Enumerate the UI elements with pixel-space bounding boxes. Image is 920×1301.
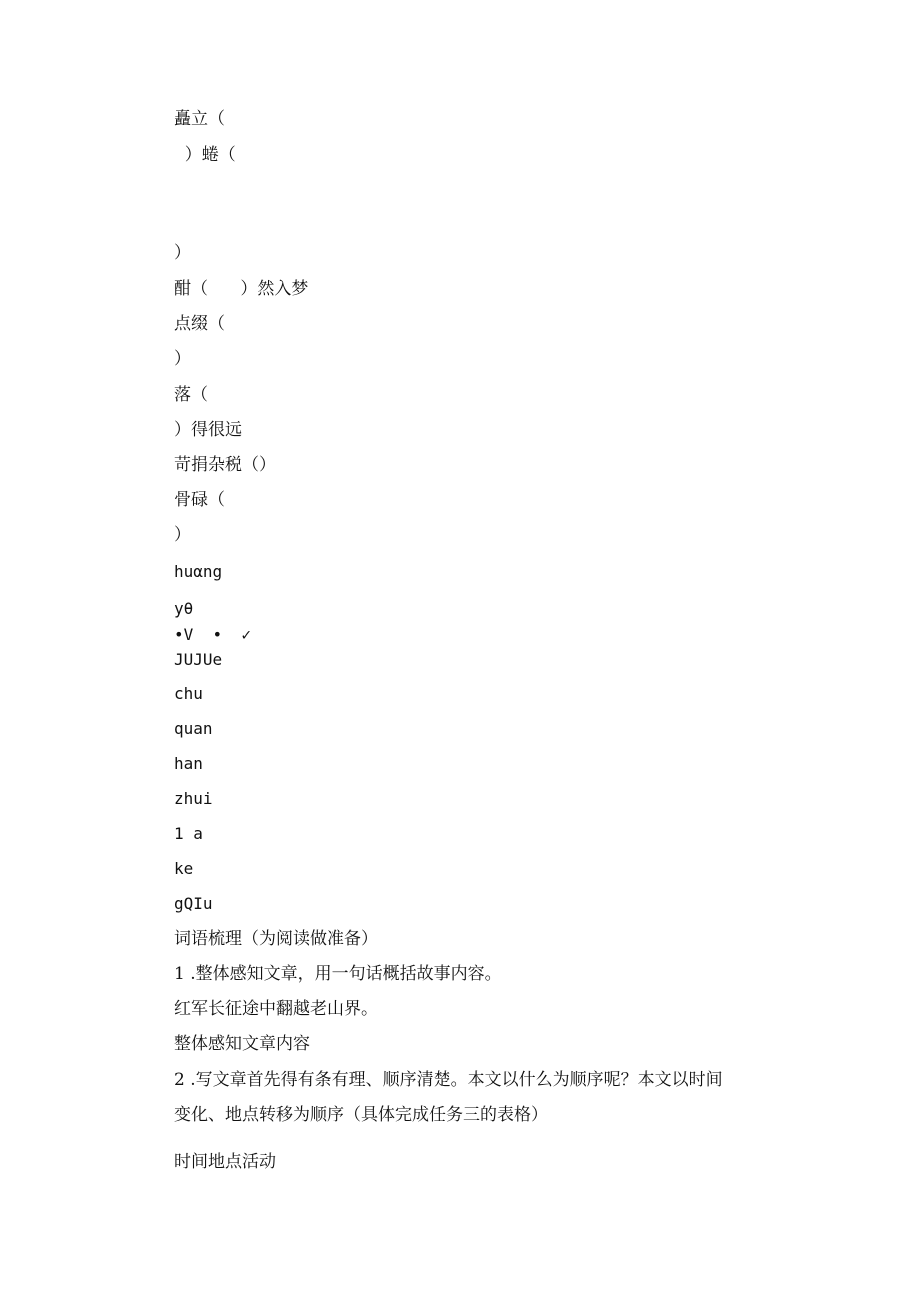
vocab-bracket-close: ） — [174, 525, 191, 545]
pinyin-answer: han — [174, 754, 203, 773]
task-label: 整体感知文章内容 — [174, 1034, 310, 1054]
vocab-bracket-close: ） — [174, 243, 191, 263]
table-header: 时间地点活动 — [174, 1152, 276, 1172]
pinyin-answer: ke — [174, 859, 194, 878]
vocab-bracket-close: ） — [174, 349, 191, 369]
question-2-line-1: 2 .写文章首先得有条有理、顺序清楚。本文以什么为顺序呢？本文以时间 — [174, 1070, 723, 1090]
pinyin-answer: yθ — [174, 599, 194, 618]
pinyin-answer: 1 a — [174, 824, 203, 843]
answer-1: 红军长征途中翻越老山界。 — [174, 999, 378, 1019]
vocab-item-hanran: 酣（ ）然入梦 — [174, 279, 309, 299]
vocab-item-kejuanzashui: 苛捐杂税（） — [174, 455, 276, 475]
vocab-item-dehenyuan: ）得很远 — [174, 420, 242, 440]
pinyin-marks: •V • ✓ — [174, 625, 252, 644]
pinyin-answer: chu — [174, 684, 203, 703]
question-2-line-2: 变化、地点转移为顺序（具体完成任务三的表格） — [174, 1105, 548, 1125]
vocab-item-quan: ）蜷（ — [174, 145, 236, 165]
pinyin-answer: zhui — [174, 789, 213, 808]
vocab-item-dianzhui: 点缀（ — [174, 314, 225, 334]
vocab-item-chuli: 矗立（ — [174, 109, 225, 129]
question-1: 1 .整体感知文章，用一句话概括故事内容。 — [174, 964, 502, 984]
vocab-item-luo: 落（ — [174, 385, 208, 405]
vocab-item-gulu: 骨碌（ — [174, 490, 225, 510]
pinyin-answer: gQIu — [174, 894, 213, 913]
pinyin-answer: quan — [174, 719, 213, 738]
section-heading: 词语梳理（为阅读做准备） — [174, 929, 378, 949]
pinyin-answer: JUJUe — [174, 650, 223, 669]
pinyin-answer: huαng — [174, 562, 223, 581]
